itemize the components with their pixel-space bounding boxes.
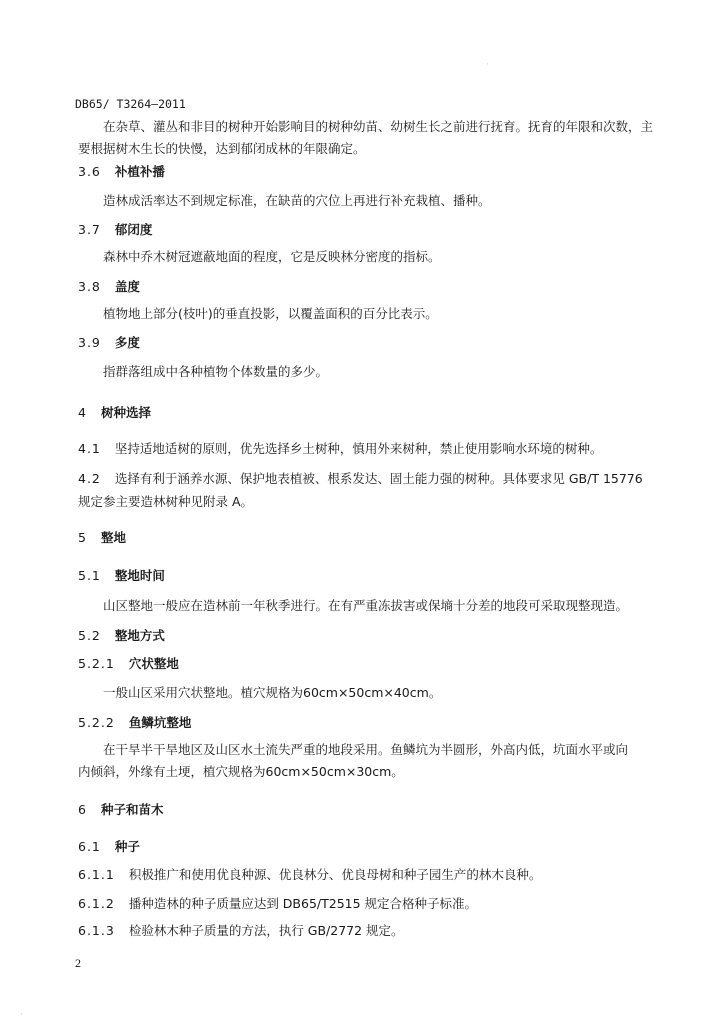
chapter-title: 种子和苗木	[100, 802, 164, 817]
clause-6-1-1	[78, 865, 541, 883]
intro-paragraph: 在杂草、灌丛和非目的树种开始影响目的树种幼苗、幼树生长之前进行抚育。抚育的年限和次数，主要根据树木生长的快慢，达到郁闭成林的年限确定。	[78, 119, 654, 156]
section-number: 3.9	[78, 335, 101, 350]
section-number: 5.2	[78, 628, 101, 643]
chapter-5-heading	[78, 528, 126, 546]
clause-text: 坚持适地适树的原则，优先选择乡土树种，慎用外来树种，禁止使用影响水环境的树种。	[114, 441, 603, 456]
section-title: 郁闭度	[114, 222, 153, 237]
section-number: 3.7	[78, 222, 101, 237]
section-number: 3.8	[78, 279, 101, 294]
clause-6-1-3	[78, 921, 404, 939]
heading-3-6	[78, 162, 165, 180]
heading-5-2	[78, 626, 165, 644]
section-title: 盖度	[114, 279, 140, 294]
standard-number: DB65/ T3264—2011	[75, 97, 186, 111]
section-number: 5.1	[78, 568, 101, 583]
heading-5-2-1	[78, 654, 179, 672]
section-number: 6.1	[78, 839, 101, 854]
clause-text: 播种造林的种子质量应达到 DB65/T2515 规定合格种子标准。	[128, 896, 478, 911]
section-title: 穴状整地	[128, 656, 179, 671]
heading-3-8	[78, 277, 140, 295]
chapter-number: 5	[78, 530, 87, 545]
body-3-7: 森林中乔木树冠遮蔽地面的程度，它是反映林分密度的指标。	[103, 249, 441, 264]
section-title: 整地时间	[114, 568, 165, 583]
clause-text: 检验林木种子质量的方法，执行 GB/2772 规定。	[128, 923, 404, 938]
body-5-1: 山区整地一般应在造林前一年秋季进行。在有严重冻拔害或保墒十分差的地段可采取现整现造。	[103, 598, 629, 613]
body-5-2-1: 一般山区采用穴状整地。植穴规格为60cm×50cm×40cm。	[103, 685, 442, 700]
heading-3-7	[78, 220, 152, 238]
clause-4-1	[78, 439, 602, 457]
section-title: 多度	[114, 335, 140, 350]
section-title: 种子	[114, 839, 140, 854]
section-number: 3.6	[78, 164, 101, 179]
section-title: 整地方式	[114, 628, 165, 643]
body-3-8: 植物地上部分(枝叶)的垂直投影，以覆盖面积的百分比表示。	[103, 306, 438, 321]
section-title: 鱼鳞坑整地	[128, 715, 192, 730]
chapter-4-heading	[78, 403, 151, 421]
heading-3-9	[78, 333, 140, 351]
body-5-2-2-continued: 内倾斜，外缘有土埂，植穴规格为60cm×50cm×30cm。	[78, 764, 404, 779]
clause-6-1-2	[78, 894, 477, 912]
chapter-title: 树种选择	[100, 405, 151, 420]
clause-text: 积极推广和使用优良种源、优良林分、优良母树和种子园生产的林木良种。	[128, 867, 542, 882]
scan-speck: ·	[20, 1010, 23, 1020]
scan-speck: ·	[486, 60, 489, 70]
chapter-number: 4	[78, 405, 87, 420]
chapter-number: 6	[78, 802, 87, 817]
chapter-title: 整地	[100, 530, 126, 545]
section-number: 5.2.1	[78, 656, 115, 671]
clause-number: 6.1.2	[78, 896, 115, 911]
page-number: 2	[75, 956, 81, 970]
heading-5-2-2	[78, 713, 191, 731]
clause-number: 6.1.1	[78, 867, 115, 882]
chapter-6-heading	[78, 800, 163, 818]
clause-4-2-continued: 规定参主要造林树种见附录 A。	[78, 494, 254, 509]
body-3-9: 指群落组成中各种植物个体数量的多少。	[103, 364, 329, 379]
section-title: 补植补播	[114, 164, 165, 179]
clause-4-2	[78, 469, 643, 487]
body-5-2-2: 在干旱半干旱地区及山区水土流失严重的地段采用。鱼鳞坑为半圆形，外高内低，坑面水平或向	[103, 742, 629, 757]
clause-text: 选择有利于涵养水源、保护地表植被、根系发达、固土能力强的树种。具体要求见 GB/T 15776	[114, 471, 643, 486]
heading-5-1	[78, 566, 165, 584]
clause-number: 6.1.3	[78, 923, 115, 938]
clause-number: 4.1	[78, 441, 101, 456]
section-number: 5.2.2	[78, 715, 115, 730]
heading-6-1	[78, 837, 140, 855]
clause-number: 4.2	[78, 471, 101, 486]
body-3-6: 造林成活率达不到规定标准，在缺苗的穴位上再进行补充栽植、播种。	[103, 193, 491, 208]
